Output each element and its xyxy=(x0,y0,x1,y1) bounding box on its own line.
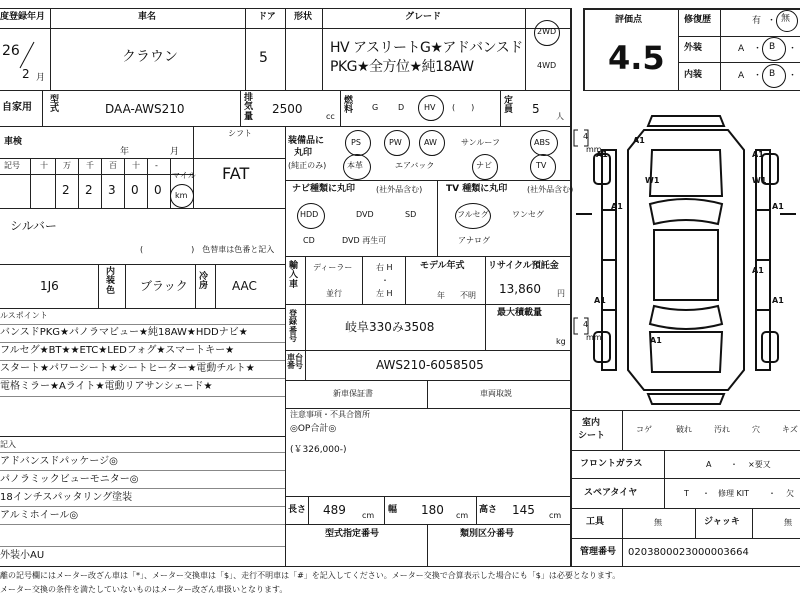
reg-month-unit: 月 xyxy=(36,73,46,83)
grid-line xyxy=(427,524,428,566)
parallel: 並行 xyxy=(326,289,342,298)
drive-4wd: 4WD xyxy=(537,61,557,70)
entry-item: パノラミックビューモニター◎ xyxy=(0,474,139,485)
grid-line xyxy=(0,90,570,91)
recycle-unit: 円 xyxy=(557,289,565,298)
tv-type-title: TV 種類に丸印 xyxy=(446,184,508,194)
odo-label: 記号 xyxy=(4,161,20,170)
footer-note-2: メーター交換の条件を満たしていないものはメーター改ざん車扱いとなります。 xyxy=(0,585,288,594)
tv-oneseg: ワンセグ xyxy=(512,210,544,219)
damage-mark: A1 xyxy=(633,136,645,145)
model-code: DAA-AWS210 xyxy=(105,102,185,116)
damage-mark: A1 xyxy=(650,336,662,345)
seat-item: 穴 xyxy=(752,425,760,434)
exterior-b: B xyxy=(769,42,776,52)
grid-line xyxy=(240,90,241,126)
odo-unit-4: 百 xyxy=(109,161,117,170)
grid-line xyxy=(476,496,477,524)
damage-mark: A1 xyxy=(611,202,623,211)
glass-a: A xyxy=(706,460,712,469)
grid-line xyxy=(583,8,585,90)
diagram-mark-number: 4 xyxy=(583,320,589,329)
seat-item: コゲ xyxy=(636,425,652,434)
model-year-unknown: 不明 xyxy=(460,291,476,300)
max-load-unit: kg xyxy=(556,337,566,346)
odo-digit: 3 xyxy=(108,183,116,197)
equip-ps: PS xyxy=(351,138,361,147)
fuel-hv: HV xyxy=(424,103,436,112)
import-label: 輸入車 xyxy=(289,261,299,290)
score-label: 評価点 xyxy=(615,15,643,25)
navi-type-title: ナビ種類に丸印 xyxy=(292,184,356,194)
inspection-month: 月 xyxy=(170,147,180,157)
odo-unit-6: - xyxy=(155,161,158,170)
class-label: 類別区分番号 xyxy=(460,529,515,539)
body-color: シルバー xyxy=(10,219,57,233)
grid-line xyxy=(285,350,570,351)
grid-line xyxy=(583,90,800,91)
grid-line xyxy=(500,90,501,126)
odo-digit: 0 xyxy=(154,183,162,197)
repair-label: 修復歴 xyxy=(684,15,712,25)
seat-item: キズ xyxy=(782,425,798,434)
odo-unit-2: 万 xyxy=(63,161,71,170)
grid-line xyxy=(50,8,51,90)
grid-line xyxy=(30,158,31,208)
seat-label-1: 室内 xyxy=(582,418,601,428)
equip-tv: TV xyxy=(536,161,547,170)
tv-fullseg: フルセグ xyxy=(457,210,489,219)
capacity-label: 定員 xyxy=(504,96,514,115)
manual: 車両取説 xyxy=(480,389,512,398)
notice-label: 注意事項・不具合箇所 xyxy=(290,410,370,419)
equip-abs: ABS xyxy=(534,138,550,147)
exterior-a: A xyxy=(738,44,745,54)
dealer: ディーラー xyxy=(313,263,353,272)
navi-hdd: HDD xyxy=(300,210,319,219)
grid-line xyxy=(98,264,99,308)
grid-line xyxy=(570,478,800,479)
entry-item: アドバンスドパッケージ◎ xyxy=(0,456,118,467)
exterior-note: 外装小AU xyxy=(0,550,45,561)
grid-line xyxy=(678,8,679,90)
cc-unit: cc xyxy=(326,112,335,121)
exterior-dot: ・ xyxy=(753,44,763,54)
notice-line-2: (￥326,000-) xyxy=(290,445,347,455)
shape-label: 形状 xyxy=(294,12,313,22)
grid-line xyxy=(570,508,800,509)
displacement-label: 排気量 xyxy=(244,93,254,122)
equip-pw: PW xyxy=(389,138,402,147)
interior-color: ブラック xyxy=(140,279,188,293)
height-label: 高さ xyxy=(479,505,498,515)
right-hand: 右 H xyxy=(376,263,393,272)
grid-line xyxy=(0,396,285,397)
jack-value: 無 xyxy=(784,518,792,527)
grid-line xyxy=(427,380,428,408)
grid-line xyxy=(437,180,438,256)
grid-line xyxy=(405,256,406,304)
damage-mark: A1 xyxy=(596,150,608,159)
color-code: 1J6 xyxy=(40,279,59,293)
plate-number: 岐阜330み3508 xyxy=(345,320,435,334)
spare-kit: 修理 KIT xyxy=(718,489,750,498)
mgmt-number: 0203800023000003664 xyxy=(628,547,749,558)
grid-line xyxy=(0,566,570,567)
door-count: 5 xyxy=(259,50,268,66)
model-label: 型式 xyxy=(50,95,60,114)
grade-line-1: HV アスリートG★アドバンスド xyxy=(330,40,523,56)
grid-line xyxy=(362,256,363,304)
grid-line xyxy=(720,8,721,90)
grid-line xyxy=(0,264,285,265)
reg-month: 2 xyxy=(22,67,30,81)
grid-line xyxy=(0,360,285,361)
color-note: ( ) 色替車は色番と記入 xyxy=(140,245,275,254)
car-name-label: 車名 xyxy=(138,12,157,22)
grid-line xyxy=(0,174,193,175)
damage-mark: A1 xyxy=(752,150,764,159)
score-value: 4.5 xyxy=(608,39,665,77)
date-slash-icon xyxy=(18,40,38,70)
length-unit: cm xyxy=(362,511,375,520)
grid-line xyxy=(78,158,79,208)
width: 180 xyxy=(421,503,444,517)
grid-line xyxy=(622,410,623,450)
width-label: 幅 xyxy=(388,505,398,515)
odo-km: km xyxy=(175,191,188,200)
grid-line xyxy=(0,506,285,507)
footer-note-1: 離の記号欄にはメーター改ざん車は「*」、メーター交換車は「$」、走行不明車は「#」を記入してください。メーター交換で合算表示した場合にも「$」は必要となります。 xyxy=(0,571,621,580)
left-hand: 左 H xyxy=(376,289,393,298)
grid-line xyxy=(285,180,570,181)
grid-line xyxy=(664,450,665,508)
grid-line xyxy=(0,158,285,159)
repair-sep: ・ xyxy=(767,16,777,26)
grid-line xyxy=(0,308,285,309)
odo-digit: 2 xyxy=(85,183,93,197)
grid-line xyxy=(752,508,753,538)
plate-label: 登録番号 xyxy=(289,309,297,344)
damage-mark: A1 xyxy=(752,266,764,275)
entry-item: アルミホイール◎ xyxy=(0,510,79,521)
fuel-other: ( ) xyxy=(452,103,475,112)
recycle-fee: 13,860 xyxy=(499,282,541,296)
equip-leather: 本革 xyxy=(347,161,363,170)
grid-line xyxy=(147,158,148,208)
length: 489 xyxy=(323,503,346,517)
grid-line xyxy=(678,36,800,37)
odo-unit-5: 十 xyxy=(132,161,140,170)
seat-label-2: シート xyxy=(578,431,606,441)
seat-item: 破れ xyxy=(676,425,692,434)
sales-point: 電格ミラー★Aライト★電動リアサンシェード★ xyxy=(0,381,213,392)
repair-yes: 有 xyxy=(752,16,762,26)
grid-line xyxy=(285,496,570,497)
width-unit: cm xyxy=(456,511,469,520)
length-label: 長さ xyxy=(288,505,307,515)
odo-unit-3: 千 xyxy=(86,161,94,170)
grid-line xyxy=(525,8,526,90)
entry-item: 18インチスパッタリング塗装 xyxy=(0,492,133,503)
tools-label: 工具 xyxy=(586,517,605,527)
car-name: クラウン xyxy=(122,49,178,65)
sales-point: フルセグ★BT★★ETC★LEDフォグ★スマートキー★ xyxy=(0,345,235,356)
grid-line xyxy=(308,496,309,524)
usage: 自家用 xyxy=(2,102,32,113)
height-unit: cm xyxy=(549,511,562,520)
damage-mark: A1 xyxy=(772,296,784,305)
mgmt-label: 管理番号 xyxy=(580,547,617,557)
max-load-label: 最大積載量 xyxy=(497,308,543,318)
capacity: 5 xyxy=(532,102,540,116)
interior-color-label: 内装色 xyxy=(106,267,116,296)
grid-line xyxy=(570,538,800,539)
sales-points-label: ルスポイント xyxy=(0,311,48,320)
equip-label-2: 丸印 xyxy=(294,148,313,158)
sales-point: バンスドPKG★パノラマビュー★純18AW★HDDナビ★ xyxy=(0,327,248,338)
grid-line xyxy=(285,304,570,305)
ac-label: 冷房 xyxy=(199,272,209,292)
model-year-unit: 年 xyxy=(437,291,445,300)
grid-line xyxy=(0,524,285,525)
glass-x: ×要又 xyxy=(748,460,771,469)
height: 145 xyxy=(512,503,535,517)
fuel-d: D xyxy=(398,103,405,112)
grade-label: グレード xyxy=(405,12,442,22)
spare-miss: 欠 xyxy=(786,489,794,498)
grid-line xyxy=(0,488,285,489)
equip-navi: ナビ xyxy=(476,161,492,170)
odo-unit-1: 十 xyxy=(40,161,48,170)
grid-line xyxy=(485,256,486,350)
damage-mark: A1 xyxy=(772,202,784,211)
grid-line xyxy=(570,450,800,451)
grid-line xyxy=(678,62,800,63)
grid-line xyxy=(0,324,285,325)
sales-point: スタート★パワーシート★シートヒーター★電動チルト★ xyxy=(0,363,255,374)
damage-mark: A1 xyxy=(594,296,606,305)
equip-label-3: (純正のみ) xyxy=(288,161,327,170)
grid-line xyxy=(42,90,43,126)
notice-line-1: ◎OP合計◎ xyxy=(290,424,337,434)
interior-a: A xyxy=(738,71,745,81)
inspection-label: 車検 xyxy=(4,137,23,147)
odo-mile: マイル xyxy=(172,171,196,180)
hand-sep: ・ xyxy=(381,276,389,285)
spare-dot-2: ・ xyxy=(768,489,776,498)
model-year-label: モデル年式 xyxy=(420,261,465,271)
interior-b: B xyxy=(769,69,776,79)
grid-line xyxy=(570,410,800,411)
navi-sd: SD xyxy=(405,210,417,219)
grid-line xyxy=(245,8,246,90)
diagram-mark-unit: mm xyxy=(586,145,602,154)
grid-line xyxy=(124,158,125,208)
recycle-label: リサイクル預託金 xyxy=(488,261,559,271)
type-cert-label: 型式指定番号 xyxy=(325,529,380,539)
fuel-g: G xyxy=(372,103,379,112)
grid-line xyxy=(0,546,285,547)
grid-line xyxy=(285,8,286,90)
grid-line xyxy=(101,158,102,208)
grid-line xyxy=(285,126,286,566)
glass-label: フロントガラス xyxy=(580,459,643,469)
grid-line xyxy=(322,8,323,90)
interior-label: 内装 xyxy=(684,70,703,80)
grid-line xyxy=(285,256,570,257)
grid-line xyxy=(570,566,800,567)
damage-mark: W1 xyxy=(752,176,767,185)
reg-year: 26 xyxy=(2,43,20,59)
displacement: 2500 xyxy=(272,102,303,116)
glass-dot: ・ xyxy=(730,460,738,469)
equip-label-1: 装備品に xyxy=(288,136,325,146)
shift-label: シフト xyxy=(228,129,252,138)
spare-t: T xyxy=(684,489,689,498)
grid-line xyxy=(0,470,285,471)
navi-cd: CD xyxy=(303,236,315,245)
grid-line xyxy=(340,90,341,126)
diagram-mark-unit: mm xyxy=(586,333,602,342)
navi-type-sub: (社外品含む) xyxy=(376,185,423,194)
grid-line xyxy=(0,436,285,437)
grid-line xyxy=(55,158,56,208)
tv-type-sub: (社外品含む) xyxy=(527,185,574,194)
fuel-label: 燃料 xyxy=(344,96,354,115)
grid-line xyxy=(195,264,196,308)
navi-dvd-play: DVD 再生可 xyxy=(342,236,387,245)
grid-line xyxy=(0,342,285,343)
ac-type: AAC xyxy=(232,279,257,293)
chassis-label: 車台番号 xyxy=(287,353,303,371)
grid-line xyxy=(0,208,285,209)
entry-label: 記入 xyxy=(0,440,16,449)
odo-digit: 0 xyxy=(131,183,139,197)
chassis-number: AWS210-6058505 xyxy=(376,358,484,372)
capacity-unit: 人 xyxy=(556,112,564,121)
inspection-year: 年 xyxy=(120,147,130,157)
grid-line xyxy=(0,378,285,379)
damage-mark: W1 xyxy=(645,176,660,185)
grid-line xyxy=(125,264,126,308)
navi-dvd: DVD xyxy=(356,210,374,219)
grid-line xyxy=(583,8,800,10)
seat-item: 汚れ xyxy=(714,425,730,434)
equip-sunroof: サンルーフ xyxy=(461,138,500,147)
warranty: 新車保証書 xyxy=(333,389,373,398)
spare-label: スペアタイヤ xyxy=(584,488,638,498)
grid-line xyxy=(305,256,306,304)
shift-value: FAT xyxy=(222,164,250,183)
grid-line xyxy=(0,452,285,453)
grid-line xyxy=(384,496,385,524)
repair-none: 無 xyxy=(781,14,791,24)
odo-digit: 2 xyxy=(62,183,70,197)
drive-2wd: 2WD xyxy=(537,27,557,36)
diagram-mark-number: 4 xyxy=(583,132,589,141)
tv-analog: アナログ xyxy=(458,236,490,245)
equip-aw: AW xyxy=(424,138,437,147)
grid-line xyxy=(285,408,570,409)
grid-line xyxy=(695,508,696,538)
reg-year-label: 度登録年月 xyxy=(0,12,46,22)
grade-line-2: PKG★全方位★純18AW xyxy=(330,59,474,75)
exterior-dot-2: ・ xyxy=(788,44,798,54)
jack-label: ジャッキ xyxy=(704,517,740,527)
grid-line xyxy=(215,264,216,308)
door-label: ドア xyxy=(258,12,276,22)
interior-dot-2: ・ xyxy=(788,71,798,81)
tools-value: 無 xyxy=(654,518,662,527)
interior-dot: ・ xyxy=(753,71,763,81)
equip-airbag: エアバック xyxy=(395,161,435,170)
grid-line xyxy=(622,508,623,566)
exterior-label: 外装 xyxy=(684,43,703,53)
spare-dot: ・ xyxy=(702,489,710,498)
